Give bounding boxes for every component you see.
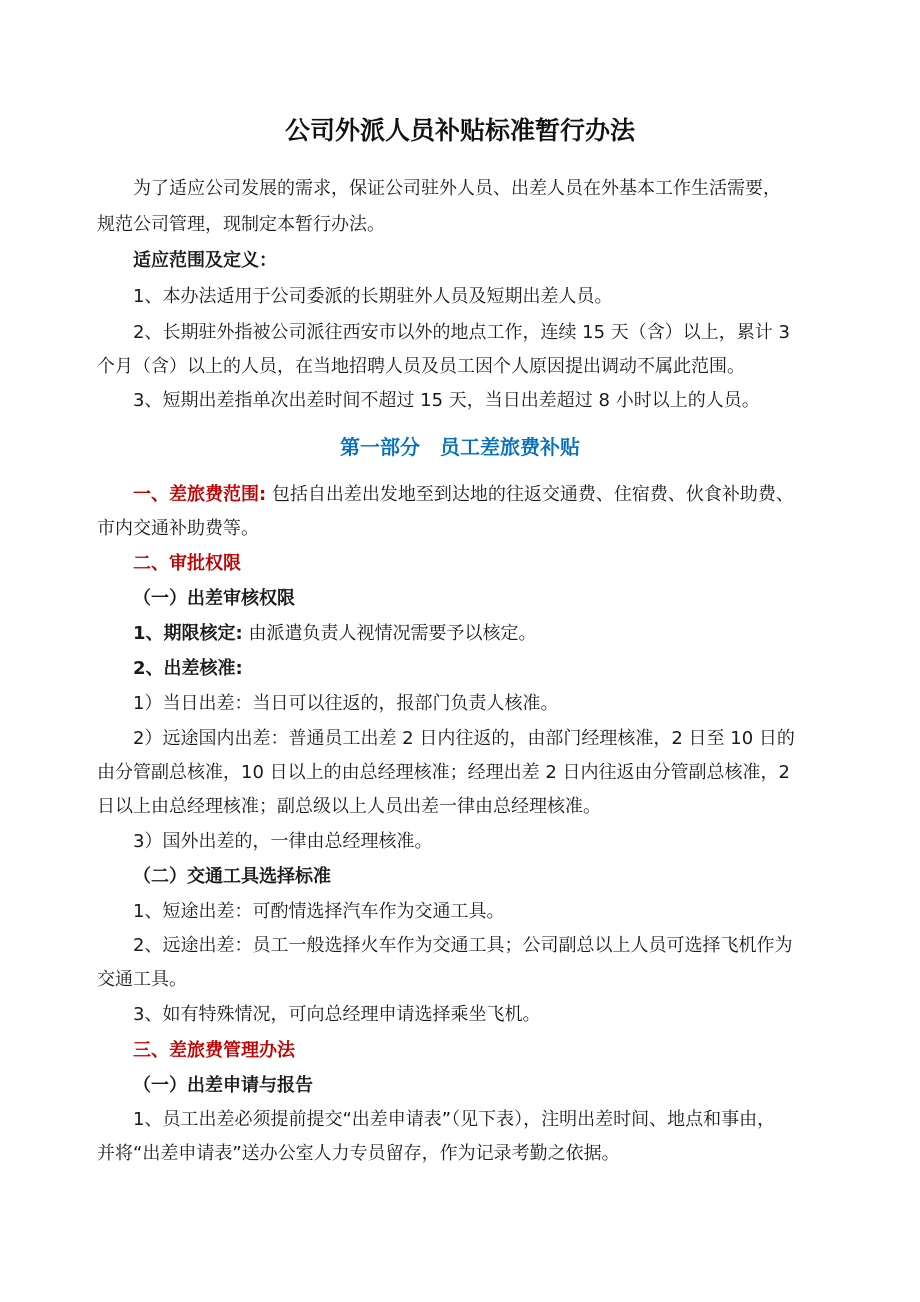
- application-line-2: 并将“出差申请表”送办公室人力专员留存，作为记录考勤之依据。: [97, 1143, 620, 1164]
- section-1-line-1: [133, 482, 794, 508]
- subsection-application: （一）出差申请与报告: [133, 1075, 313, 1096]
- scope-item-1: 1、本办法适用于公司委派的长期驻外人员及短期出差人员。: [133, 286, 613, 307]
- overseas-trip: 3）国外出差的，一律由总经理核准。: [133, 831, 433, 852]
- section-1-label: 一、差旅费范围:: [133, 484, 267, 505]
- domestic-trip-line-2: 由分管副总核准，10 日以上的由总经理核准；经理出差 2 日内往返由分管副总核准，2: [97, 762, 790, 783]
- scope-item-2-line-2: 个月（含）以上的人员，在当地招聘人员及员工因个人原因提出调动不属此范围。: [97, 356, 745, 377]
- application-line-1: 1、员工出差必须提前提交“出差申请表”（见下表），注明出差时间、地点和事由，: [133, 1109, 776, 1130]
- transport-item-1: 1、短途出差：可酌情选择汽车作为交通工具。: [133, 901, 505, 922]
- scope-item-3: 3、短期出差指单次出差时间不超过 15 天，当日出差超过 8 小时以上的人员。: [133, 390, 760, 411]
- scope-item-2-line-1: 2、长期驻外指被公司派往西安市以外的地点工作，连续 15 天（含）以上，累计 3: [133, 322, 790, 343]
- domestic-trip-line-3: 日以上由总经理核准；副总级以上人员出差一律由总经理核准。: [97, 796, 601, 817]
- transport-item-2-line-2: 交通工具。: [97, 969, 187, 990]
- document-title: 公司外派人员补贴标准暂行办法: [284, 116, 635, 145]
- same-day-trip: 1）当日出差：当日可以往返的，报部门负责人核准。: [133, 693, 559, 714]
- intro-line-2: 规范公司管理，现制定本暂行办法。: [97, 214, 385, 235]
- trip-approval-label: 2、出差核准:: [133, 658, 243, 679]
- transport-item-3: 3、如有特殊情况，可向总经理申请选择乘坐飞机。: [133, 1004, 541, 1025]
- scope-heading: 适应范围及定义：: [133, 250, 277, 271]
- intro-line-1: 为了适应公司发展的需求，保证公司驻外人员、出差人员在外基本工作生活需要，: [133, 178, 781, 199]
- period-approval-text: 由派遣负责人视情况需要予以核定。: [242, 623, 537, 644]
- section-1-text: 包括自出差出发地至到达地的往返交通费、住宿费、伙食补助费、: [266, 484, 794, 505]
- transport-item-2-line-1: 2、远途出差：员工一般选择火车作为交通工具；公司副总以上人员可选择飞机作为: [133, 935, 793, 956]
- section-2-heading: 二、审批权限: [133, 553, 241, 574]
- subsection-transport: （二）交通工具选择标准: [133, 866, 331, 887]
- section-3-heading: 三、差旅费管理办法: [133, 1040, 295, 1061]
- period-approval-line: [133, 621, 536, 647]
- section-1-line-2: 市内交通补助费等。: [97, 518, 259, 539]
- subsection-approval: （一）出差审核权限: [133, 588, 295, 609]
- domestic-trip-line-1: 2）远途国内出差：普通员工出差 2 日内往返的，由部门经理核准，2 日至 10 日的: [133, 728, 795, 749]
- part-heading: 第一部分 员工差旅费补贴: [340, 435, 580, 459]
- period-approval-label: 1、期限核定:: [133, 623, 243, 644]
